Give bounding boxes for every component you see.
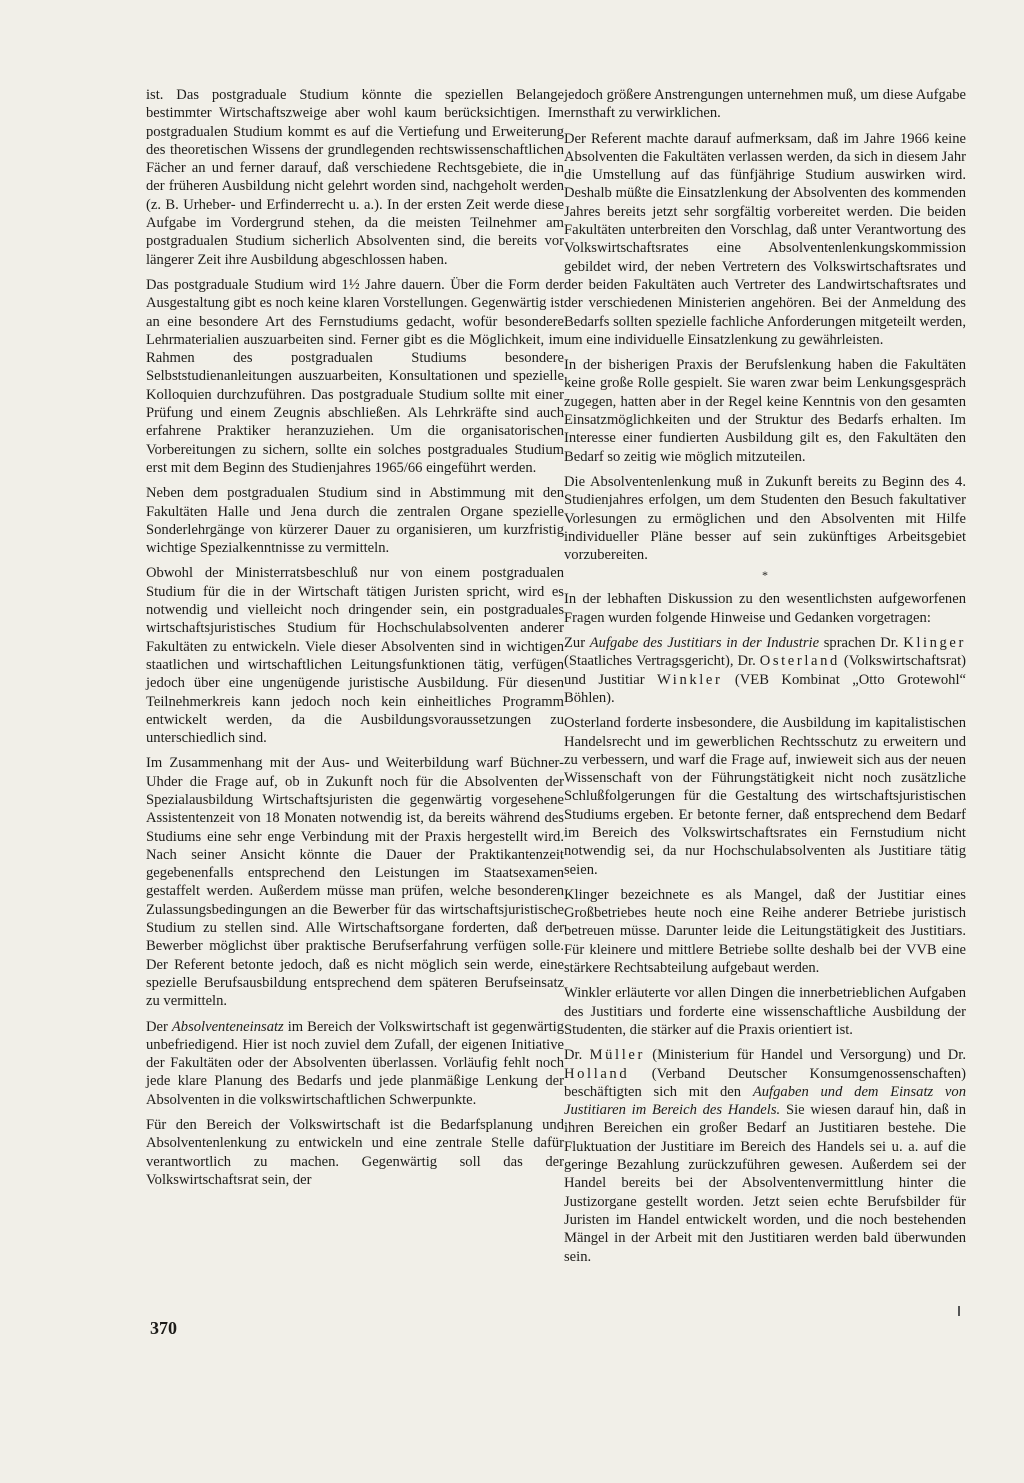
paragraph-justitiar-industrie	[564, 634, 966, 707]
paragraph: Neben dem postgradualen Studium sind in Abstimmung mit den Fakultäten Halle und Jena durch die zentralen Organe spezielle Sonderlehrgänge von kürzerer Dauer zu organisieren, um kurzfristig wichtige Spezialkenntnisse zu vermitteln.	[146, 485, 564, 557]
paragraph: Für den Bereich der Volkswirtschaft ist die Bedarfsplanung und Absolventenlenkung zu entwickeln und eine zentrale Stelle dafür verantwortlich zu machen. Gegenwärtig soll das der Volkswirtschaftsrat sein, der	[146, 1117, 564, 1188]
paragraph-absolventeneinsatz	[146, 1018, 564, 1109]
paragraph: Die Absolventenlenkung muß in Zukunft bereits zu Beginn des 4. Studienjahres erfolgen, um dem Studenten den Besuch fakultativer Vorlesungen zu ermöglichen und den Absolventen mit Hilfe individueller Pläne besser auf sein zukünftiges Arbeitsgebiet vorzubereiten.	[564, 473, 966, 564]
paragraph: Osterland forderte insbesondere, die Ausbildung im kapitalistischen Handelsrecht und im gewerblichen Rechtsschutz zu erweitern und zu verbessern, und warf die Frage auf, inwieweit sich aus der neuen Wissenschaft von der Führungstätigkeit nicht noch zusätzliche Schlußfolgerungen für die Gestaltung des wirtschaftsjuristischen Studiums ergeben. Er betonte ferner, daß entsprechend dem Bedarf im Bereich des Volkswirtschaftsrates ein Fernstudium nicht notwendig sei, da nur Hochschulabsolventen als Justitiare tätig seien.	[564, 715, 966, 878]
paragraph: Klinger bezeichnete es als Mangel, daß der Justitiar eines Großbetriebes heute noch eine Reihe anderer Betriebe juristisch betreuen müsse. Darunter leide die Leitungstätigkeit des Justitiars. Für kleinere und mittlere Betriebe sollte deshalb bei der VVB eine stärkere Rechtsabteilung aufgebaut werden.	[564, 886, 966, 977]
text-run: (Volkswirtschaftsrat) und Justitiar	[564, 653, 967, 688]
text-run: (VEB Kombinat „Otto Grotewohl“ Böhlen).	[564, 671, 966, 706]
italic-term: Aufgabe des Justitiars in der Industrie	[589, 635, 820, 652]
italic-term: Aufgaben und dem Einsatz von Justitiaren im Bereich des Handels.	[564, 1083, 966, 1119]
paragraph: In der bisherigen Praxis der Berufslenkung haben die Fakultäten keine große Rolle gespielt. Sie waren zwar beim Lenkungsgespräch zugegen, hatten aber in der Regel keine Kenntnis von den gesamten Einsatzmöglichkeiten und der Struktur des Bedarfs erhalten. Im Interesse einer fundierten Ausbildung gilt es, den Fakultäten den Bedarf so zeitig wie möglich mitzuteilen.	[564, 357, 966, 465]
text-run: im Bereich der Volkswirtschaft ist gegenwärtig unbefriedigend. Hier ist noch zuviel dem Zufall, der eigenen Initiative der Fakultäten oder der Absolventen überlassen. Vorläufig fehlt noch jede klare Planung des Bedarfs und jede planmäßige Lenkung der Absolventen in die volkswirtschaftlichen Schwerpunkte.	[146, 1018, 564, 1108]
paragraph: Der Referent machte darauf aufmerksam, daß im Jahre 1966 keine Absolventen die Fakultäten verlassen werden, da sich in diesem Jahr die Umstellung auf das fünfjährige Studium auswirken wird. Deshalb müßte die Einsatzlenkung der Absolventen des kommenden Jahres bereits jetzt sehr sorgfältig vorbereitet werden. Die beiden Fakultäten unterbreiten den Vorschlag, daß unter Verantwortung des Volkswirtschaftsrates eine Absolventenlenkungskommission gebildet wird, der neben Vertretern des Volkswirtschaftsrates und der beiden Fakultäten auch Vertreter des Landwirtschaftsrates und der verschiedenen Ministerien angehören. Bei der Anmeldung des Bedarfs sollten spezielle fachliche Anforderungen mitgeteilt werden, um eine individuelle Einsatzlenkung zu gewährleisten.	[564, 130, 966, 348]
text-run: (Staatliches Vertragsgericht), Dr.	[564, 653, 760, 670]
text-run: Der	[146, 1018, 172, 1035]
paragraph: ist. Das postgraduale Studium könnte die speziellen Belange bestimmter Wirtschaftszweige aber wohl kaum berücksichtigen. Im postgradualen Studium kommt es auf die Vertiefung und Erweiterung des theoretischen Wissens der grundlegenden rechtswissenschaftlichen Fächer an und ferner darauf, daß verschiedene Rechtsgebiete, die in der früheren Ausbildung nicht gelehrt worden sind, nachgeholt werden (z. B. Urheber- und Erfinderrecht u. a.). In der ersten Zeit werde diese Aufgabe im Vordergrund stehen, da die meisten Teilnehmer am postgradualen Studium sicherlich Absolventen sind, die bereits vor längerer Zeit ihre Ausbildung abgeschlossen haben.	[146, 87, 564, 268]
spaced-name: Müller	[589, 1047, 645, 1064]
paragraph: jedoch größere Anstrengungen unternehmen muß, um diese Aufgabe ernsthaft zu verwirklichen.	[564, 87, 966, 122]
paragraph: In der lebhaften Diskussion zu den wesentlichsten aufgeworfenen Fragen wurden folgende Hinweise und Gedanken vorgetragen:	[564, 591, 966, 626]
page-number: 370	[150, 1318, 177, 1338]
text-run: Zur	[564, 635, 590, 652]
italic-term: Absolventeneinsatz	[171, 1018, 284, 1035]
spaced-name: Klinger	[903, 635, 966, 652]
spaced-name: Winkler	[657, 671, 723, 688]
left-column	[146, 86, 564, 1196]
spaced-name: Osterland	[759, 653, 840, 670]
right-column	[564, 86, 966, 1273]
text-run: Dr.	[564, 1047, 590, 1064]
spaced-name: Holland	[564, 1065, 630, 1082]
paragraph: Im Zusammenhang mit der Aus- und Weiterbildung warf Büchner-Uhder die Frage auf, ob in Zukunft noch für die Absolventen der Spezialausbildung Wirtschaftsjuristen die gegenwärtig vorgesehene Assistentenzeit von 18 Monaten notwendig ist, da bereits während des Studiums eine sehr enge Verbindung mit der Praxis hergestellt wird. Nach seiner Ansicht könnte die Dauer der Praktikantenzeit gegebenenfalls entsprechend den Leistungen im Staatsexamen gestaffelt werden. Außerdem müsse man prüfen, welche besonderen Zulassungsbedingungen an die Bewerber für das wirtschaftsjuristische Studium zu stellen sind. Alle Wirtschaftsorgane forderten, daß der Bewerber möglichst über praktische Berufserfahrung verfügen solle. Der Referent betonte jedoch, daß es nicht möglich sein werde, eine spezielle Berufsausbildung entsprechend dem späteren Berufseinsatz zu vermitteln.	[146, 755, 564, 1010]
text-run: (Ministerium für Handel und Versorgung) und Dr.	[644, 1047, 967, 1064]
paragraph: Obwohl der Ministerratsbeschluß nur von einem postgradualen Studium für die in der Wirtschaft tätigen Juristen spricht, wird es notwendig und vielleicht noch dringender sein, ein postgraduales wirtschaftsjuristisches Studium für Hochschulabsolventen anderer Fakultäten zu entwickeln. Viele dieser Absolventen sind in wichtigen staatlichen und wirtschaftlichen Leitungsfunktionen tätig, verfügen jedoch über eine ungenügende juristische Ausbildung. Für diesen Teilnehmerkreis kann jedoch noch kein einheitliches Programm entwickelt werden, da die Ausbildungsvoraussetzungen zu unterschiedlich sind.	[146, 565, 564, 747]
paragraph: Winkler erläuterte vor allen Dingen die innerbetrieblichen Aufgaben des Justitiars und forderte eine wissenschaftliche Ausbildung der Studenten, die stärker auf die Praxis orientiert ist.	[564, 985, 966, 1038]
scan-mark	[958, 1306, 960, 1316]
text-run: (Verband Deutscher Konsumgenossenschaften) beschäftigten sich mit den	[564, 1065, 966, 1100]
text-run: Sie wiesen darauf hin, daß in ihren Bereichen ein großer Bedarf an Justitiaren bestehe. Die Fluktuation der Justitiare im Bereich des Handels sei u. a. auf die geringe Bezahlung zurückzuführen gewesen. Außerdem sei der Handel bereits bei der Absolventenvermittlung hinter die Justizorgane gestellt worden. Jetzt seien echte Berufsbilder für Juristen im Handel entwickelt worden, und die noch bestehenden Mängel in der Arbeit mit den Justitiaren werden bald überwunden sein.	[564, 1102, 966, 1265]
paragraph: Das postgraduale Studium wird 1½ Jahre dauern. Über die Form der Ausgestaltung gibt es noch keine klaren Vorstellungen. Gegenwärtig ist an eine besondere Art des Fernstudiums gedacht, wofür besondere Lehrmaterialien auszuarbeiten sind. Ferner gibt es die Möglichkeit, im Rahmen des postgradualen Studiums besondere Selbststudienanleitungen auszuarbeiten, Konsultationen und spezielle Kolloquien durchzuführen. Das postgraduale Studium sollte mit einer Prüfung und einem Zeugnis abschließen. Als Lehrkräfte sind auch erfahrene Praktiker heranzuziehen. Um die organisatorischen Vorbereitungen zu sichern, sollte ein solches postgraduales Studium erst mit dem Beginn des Studienjahres 1965/66 eingeführt werden.	[146, 276, 564, 476]
text-run: sprachen Dr.	[819, 635, 904, 652]
paragraph-handel	[564, 1046, 966, 1266]
section-separator: *	[762, 568, 768, 583]
